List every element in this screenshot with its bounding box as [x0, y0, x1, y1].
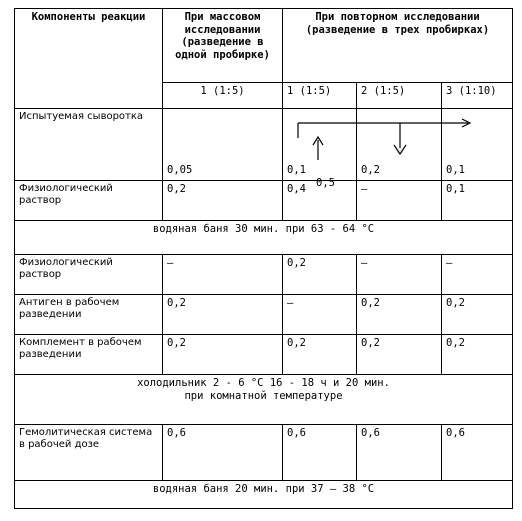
cell-value: 0,6	[163, 425, 283, 481]
cell-serum-r1	[283, 109, 357, 181]
cell-value: –	[283, 295, 357, 335]
cell-value: 0,2	[361, 164, 380, 177]
row-label-hemolytic: Гемолитическая система в рабочей дозе	[15, 425, 163, 481]
cell-value: 0,1	[446, 164, 465, 177]
cell-value: 0,2	[283, 335, 357, 375]
row-label-saline-1: Физиологический раствор	[15, 181, 163, 221]
cell-value: 0,6	[283, 425, 357, 481]
cell-value: 0,2	[357, 295, 442, 335]
row-label-complement: Комплемент в рабочем разведении	[15, 335, 163, 375]
cell-value: 0,2	[442, 295, 513, 335]
cell-value: 0,2	[442, 335, 513, 375]
fridge-instruction	[15, 375, 513, 425]
cell-serum-r3	[442, 109, 513, 181]
cell-serum-r2	[357, 109, 442, 181]
table-row	[15, 255, 513, 295]
table-row	[15, 181, 513, 221]
cell-value: 0,6	[442, 425, 513, 481]
fridge-line-2: при комнатной температуре	[184, 389, 343, 402]
cell-value: 0,05	[167, 164, 193, 177]
water-bath-2: водяная баня 20 мин. при 37 – 38 °С	[15, 481, 513, 509]
cell-value: 0,2	[283, 255, 357, 295]
cell-value: 0,2	[163, 335, 283, 375]
water-bath-1: водяная баня 30 мин. при 63 - 64 °С	[15, 221, 513, 255]
row-label-saline-2: Физиологический раствор	[15, 255, 163, 295]
cell-value: 0,2	[163, 181, 283, 221]
cell-value: 0,2	[163, 295, 283, 335]
row-label-antigen: Антиген в рабочем разведении	[15, 295, 163, 335]
fridge-line-1: холодильник 2 - 6 °С 16 - 18 ч и 20 мин.	[137, 377, 390, 389]
dilution-repeat-1: 1 (1:5)	[283, 83, 357, 109]
dilution-repeat-2: 2 (1:5)	[357, 83, 442, 109]
cell-value: –	[357, 255, 442, 295]
dilution-mass-1: 1 (1:5)	[163, 83, 283, 109]
cell-value: –	[357, 181, 442, 221]
cell-value: –	[442, 255, 513, 295]
header-components: Компоненты реакции	[15, 9, 163, 109]
cell-serum-mass	[163, 109, 283, 181]
cell-value: 0,1	[442, 181, 513, 221]
cell-value: 0,6	[357, 425, 442, 481]
row-label-serum: Испытуемая сыворотка	[15, 109, 163, 181]
table-row	[15, 109, 513, 181]
header-repeat: При повторном исследовании (разведение в трех пробирках)	[283, 9, 513, 83]
reaction-table	[14, 8, 513, 509]
cell-value: 0,4	[283, 181, 357, 221]
cell-value: 0,2	[357, 335, 442, 375]
table-row	[15, 425, 513, 481]
table-row	[15, 335, 513, 375]
transfer-volume: 0,5	[316, 177, 335, 189]
table-row	[15, 295, 513, 335]
dilution-repeat-3: 3 (1:10)	[442, 83, 513, 109]
cell-value: 0,1	[287, 164, 306, 177]
header-mass: При массовом исследовании (разведение в одной пробирке)	[163, 9, 283, 83]
cell-value: –	[163, 255, 283, 295]
